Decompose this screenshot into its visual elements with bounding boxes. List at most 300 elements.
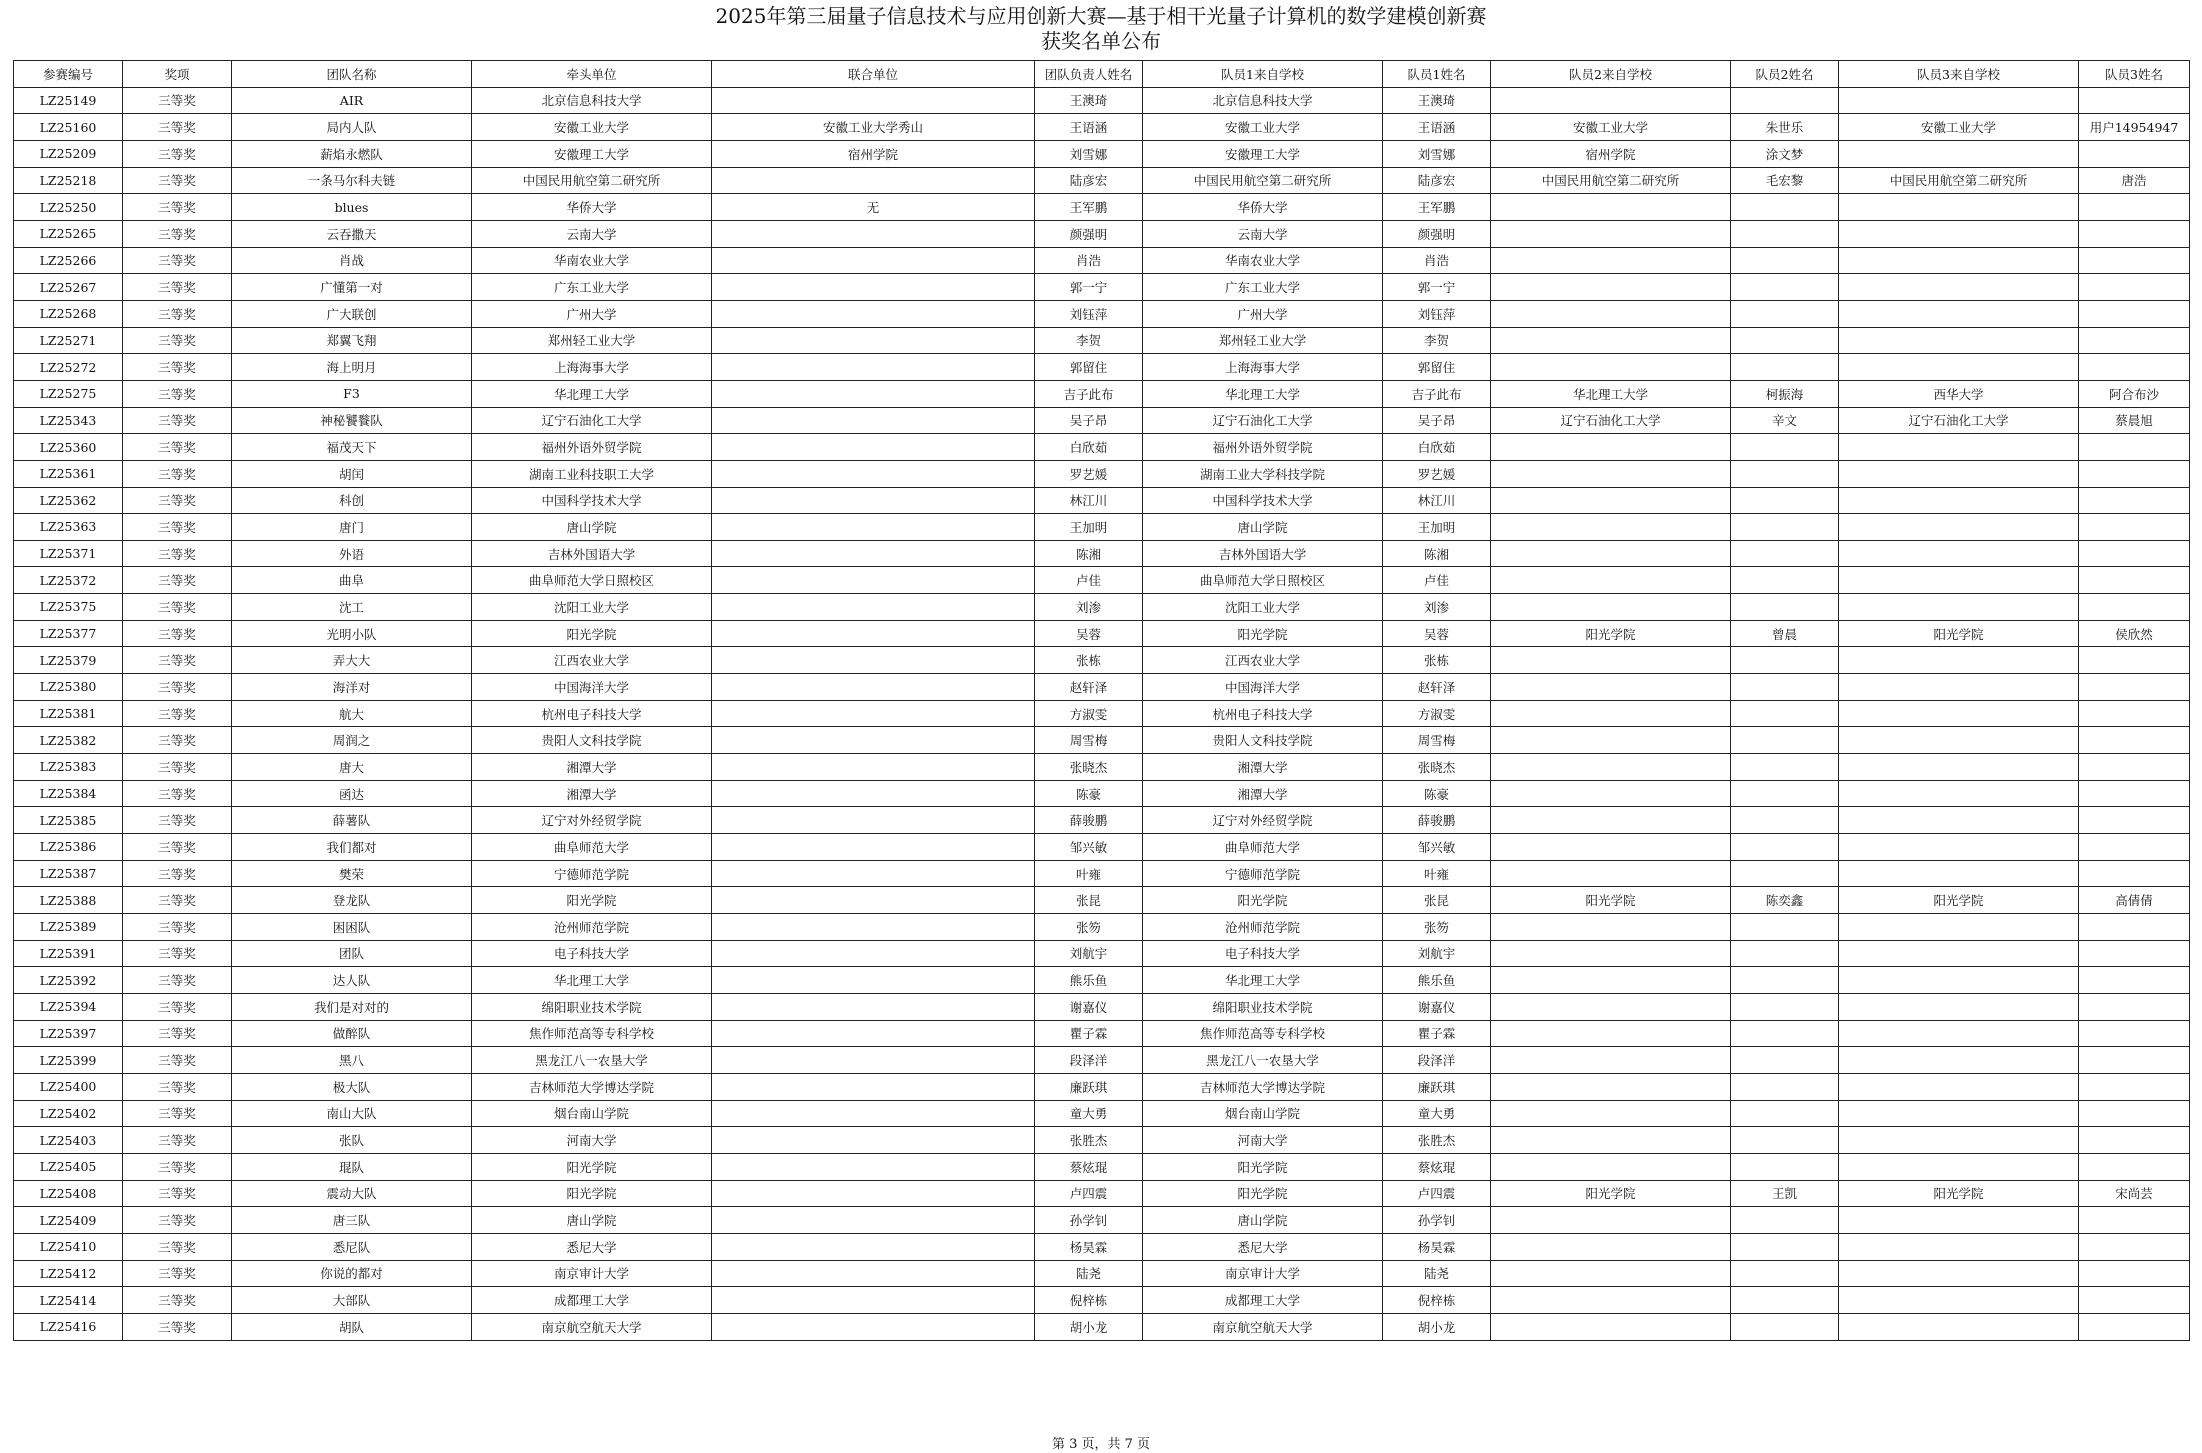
table-cell: 湖南工业科技职工大学 xyxy=(472,460,712,487)
table-cell: 云南大学 xyxy=(472,220,712,247)
table-cell xyxy=(1491,1100,1731,1127)
table-cell: 三等奖 xyxy=(123,87,232,114)
table-cell xyxy=(1491,514,1731,541)
table-cell: 南京审计大学 xyxy=(1143,1260,1383,1287)
table-cell xyxy=(712,1153,1035,1180)
table-cell: 三等奖 xyxy=(123,1100,232,1127)
table-cell xyxy=(712,220,1035,247)
table-cell xyxy=(1839,274,2079,301)
table-cell: LZ25271 xyxy=(14,327,123,354)
table-cell xyxy=(712,87,1035,114)
table-cell: 华南农业大学 xyxy=(472,247,712,274)
table-cell: 张队 xyxy=(232,1127,472,1154)
table-cell xyxy=(712,567,1035,594)
table-cell: 三等奖 xyxy=(123,1020,232,1047)
table-cell xyxy=(1731,1153,1839,1180)
table-cell: 薛薯队 xyxy=(232,807,472,834)
table-cell: LZ25408 xyxy=(14,1180,123,1207)
table-row xyxy=(14,1260,2190,1287)
table-cell xyxy=(2079,967,2190,994)
table-cell xyxy=(2079,940,2190,967)
table-cell: 赵轩泽 xyxy=(1035,674,1143,701)
table-cell: 悉尼大学 xyxy=(1143,1233,1383,1260)
table-cell: 中国科学技术大学 xyxy=(472,487,712,514)
table-cell: 一条马尔科夫链 xyxy=(232,167,472,194)
table-cell xyxy=(2079,1207,2190,1234)
column-header: 团队名称 xyxy=(232,61,472,88)
table-cell xyxy=(2079,540,2190,567)
table-cell: 光明小队 xyxy=(232,620,472,647)
table-cell xyxy=(712,1073,1035,1100)
table-cell: 三等奖 xyxy=(123,1073,232,1100)
table-cell: LZ25377 xyxy=(14,620,123,647)
table-cell: 三等奖 xyxy=(123,727,232,754)
table-cell: LZ25397 xyxy=(14,1020,123,1047)
table-cell: 云南大学 xyxy=(1143,220,1383,247)
table-cell xyxy=(1839,1020,2079,1047)
table-cell xyxy=(1839,1153,2079,1180)
table-row xyxy=(14,87,2190,114)
table-row xyxy=(14,860,2190,887)
table-cell xyxy=(1839,1047,2079,1074)
table-cell: 薛骏鹏 xyxy=(1383,807,1491,834)
table-cell: 三等奖 xyxy=(123,194,232,221)
table-cell: 叶雍 xyxy=(1035,860,1143,887)
column-header: 队员2来自学校 xyxy=(1491,61,1731,88)
column-header: 队员1来自学校 xyxy=(1143,61,1383,88)
table-cell: 辽宁对外经贸学院 xyxy=(472,807,712,834)
table-cell: 罗艺媛 xyxy=(1383,460,1491,487)
table-cell: LZ25412 xyxy=(14,1260,123,1287)
table-cell xyxy=(712,754,1035,781)
table-cell: 焦作师范高等专科学校 xyxy=(472,1020,712,1047)
table-cell xyxy=(2079,594,2190,621)
table-cell xyxy=(712,1260,1035,1287)
table-cell xyxy=(1839,194,2079,221)
table-row xyxy=(14,620,2190,647)
table-cell: 王语涵 xyxy=(1035,114,1143,141)
table-cell: 卢四震 xyxy=(1383,1180,1491,1207)
table-cell: 张胜杰 xyxy=(1383,1127,1491,1154)
table-cell: 辽宁石油化工大学 xyxy=(472,407,712,434)
page-footer: 第 3 页，共 7 页 xyxy=(1051,1437,1151,1452)
table-cell xyxy=(1839,1233,2079,1260)
table-cell: 廉跃琪 xyxy=(1383,1073,1491,1100)
table-cell: 三等奖 xyxy=(123,274,232,301)
table-cell: 三等奖 xyxy=(123,860,232,887)
table-cell: 陆尧 xyxy=(1035,1260,1143,1287)
table-cell: 刘雪娜 xyxy=(1035,140,1143,167)
table-cell: 华北理工大学 xyxy=(472,380,712,407)
table-cell: LZ25403 xyxy=(14,1127,123,1154)
table-cell: 侯欣然 xyxy=(2079,620,2190,647)
table-cell xyxy=(1839,1313,2079,1340)
table-cell: 陆彦宏 xyxy=(1383,167,1491,194)
table-cell: 张晓杰 xyxy=(1383,754,1491,781)
table-cell: 三等奖 xyxy=(123,247,232,274)
table-cell: 陆尧 xyxy=(1383,1260,1491,1287)
table-row xyxy=(14,887,2190,914)
table-cell: 阳光学院 xyxy=(1491,620,1731,647)
table-row xyxy=(14,167,2190,194)
table-cell: 阳光学院 xyxy=(1491,887,1731,914)
table-cell: LZ25384 xyxy=(14,780,123,807)
table-cell: 柯振海 xyxy=(1731,380,1839,407)
table-cell xyxy=(1839,434,2079,461)
table-cell: 绵阳职业技术学院 xyxy=(1143,993,1383,1020)
table-cell xyxy=(2079,87,2190,114)
table-cell xyxy=(1491,1260,1731,1287)
table-cell: 三等奖 xyxy=(123,1260,232,1287)
table-cell xyxy=(712,274,1035,301)
table-cell xyxy=(1731,354,1839,381)
table-cell: 吉林外国语大学 xyxy=(472,540,712,567)
table-cell xyxy=(2079,514,2190,541)
table-cell: 阳光学院 xyxy=(472,1153,712,1180)
table-cell: 唐山学院 xyxy=(472,1207,712,1234)
table-cell xyxy=(1839,1100,2079,1127)
table-cell xyxy=(712,700,1035,727)
table-row xyxy=(14,247,2190,274)
table-cell: 安徽工业大学 xyxy=(1839,114,2079,141)
table-cell: LZ25250 xyxy=(14,194,123,221)
table-cell xyxy=(1839,780,2079,807)
table-cell: 唐山学院 xyxy=(472,514,712,541)
table-cell: LZ25343 xyxy=(14,407,123,434)
table-row xyxy=(14,140,2190,167)
table-cell: 张昆 xyxy=(1383,887,1491,914)
table-cell xyxy=(2079,1127,2190,1154)
table-cell: LZ25386 xyxy=(14,834,123,861)
table-row xyxy=(14,1287,2190,1314)
table-row xyxy=(14,780,2190,807)
table-cell xyxy=(1491,354,1731,381)
table-row xyxy=(14,914,2190,941)
table-cell xyxy=(712,300,1035,327)
table-body xyxy=(14,87,2190,1340)
table-cell xyxy=(1731,1073,1839,1100)
table-cell: 张晓杰 xyxy=(1035,754,1143,781)
table-cell: 曲阜师范大学 xyxy=(1143,834,1383,861)
table-cell xyxy=(2079,1047,2190,1074)
table-cell xyxy=(1491,1020,1731,1047)
table-cell: 唐山学院 xyxy=(1143,1207,1383,1234)
table-row xyxy=(14,1153,2190,1180)
table-row xyxy=(14,460,2190,487)
table-cell xyxy=(1731,540,1839,567)
table-cell: 毛宏黎 xyxy=(1731,167,1839,194)
table-row xyxy=(14,1073,2190,1100)
table-cell xyxy=(1731,914,1839,941)
table-cell xyxy=(712,327,1035,354)
table-cell: 曲阜师范大学日照校区 xyxy=(1143,567,1383,594)
table-cell: 河南大学 xyxy=(472,1127,712,1154)
table-cell xyxy=(1491,860,1731,887)
table-cell: 李贺 xyxy=(1383,327,1491,354)
table-cell xyxy=(2079,300,2190,327)
table-cell xyxy=(1491,700,1731,727)
table-row xyxy=(14,274,2190,301)
table-cell xyxy=(1839,1073,2079,1100)
table-cell xyxy=(1491,220,1731,247)
table-cell xyxy=(1731,727,1839,754)
table-cell xyxy=(712,780,1035,807)
table-cell xyxy=(1731,780,1839,807)
table-cell: 局内人队 xyxy=(232,114,472,141)
table-cell xyxy=(1839,567,2079,594)
table-cell: 南京航空航天大学 xyxy=(1143,1313,1383,1340)
table-cell: 王澳琦 xyxy=(1383,87,1491,114)
table-cell: 周雪梅 xyxy=(1035,727,1143,754)
table-cell xyxy=(712,514,1035,541)
table-cell: 宁德师范学院 xyxy=(472,860,712,887)
table-cell: 三等奖 xyxy=(123,620,232,647)
table-cell xyxy=(2079,1073,2190,1100)
table-cell: 王澳琦 xyxy=(1035,87,1143,114)
table-cell: LZ25409 xyxy=(14,1207,123,1234)
table-cell: 肖战 xyxy=(232,247,472,274)
column-header: 队员3来自学校 xyxy=(1839,61,2079,88)
table-cell: 罗艺媛 xyxy=(1035,460,1143,487)
table-cell: 阳光学院 xyxy=(1143,887,1383,914)
table-cell: 郭留住 xyxy=(1035,354,1143,381)
table-cell: 倪梓栋 xyxy=(1035,1287,1143,1314)
table-cell xyxy=(1491,247,1731,274)
header-row xyxy=(14,61,2190,88)
table-cell xyxy=(1731,1287,1839,1314)
table-cell: 安徽理工大学 xyxy=(472,140,712,167)
table-cell xyxy=(2079,914,2190,941)
table-cell: 陈湘 xyxy=(1035,540,1143,567)
table-cell: 宋尚芸 xyxy=(2079,1180,2190,1207)
table-cell: LZ25410 xyxy=(14,1233,123,1260)
table-cell: LZ25209 xyxy=(14,140,123,167)
table-cell xyxy=(1839,514,2079,541)
table-cell xyxy=(2079,1287,2190,1314)
table-cell: 颜强明 xyxy=(1383,220,1491,247)
table-cell: 卢四震 xyxy=(1035,1180,1143,1207)
table-cell: 广东工业大学 xyxy=(472,274,712,301)
table-cell: LZ25383 xyxy=(14,754,123,781)
table-row xyxy=(14,594,2190,621)
table-cell: 吉子此布 xyxy=(1035,380,1143,407)
table-cell: 胡队 xyxy=(232,1313,472,1340)
table-row xyxy=(14,700,2190,727)
table-cell xyxy=(2079,1153,2190,1180)
table-cell xyxy=(712,1233,1035,1260)
table-cell xyxy=(712,380,1035,407)
table-cell: 吉林师范大学博达学院 xyxy=(1143,1073,1383,1100)
table-cell xyxy=(1731,434,1839,461)
table-cell xyxy=(1491,1073,1731,1100)
table-cell xyxy=(2079,700,2190,727)
table-cell: 三等奖 xyxy=(123,380,232,407)
table-cell xyxy=(1731,754,1839,781)
table-cell xyxy=(2079,727,2190,754)
table-cell xyxy=(1839,300,2079,327)
table-row xyxy=(14,1207,2190,1234)
table-cell: 辽宁石油化工大学 xyxy=(1839,407,2079,434)
table-cell: 悉尼大学 xyxy=(472,1233,712,1260)
table-cell: 郭留住 xyxy=(1383,354,1491,381)
table-cell xyxy=(2079,487,2190,514)
table-cell: 阳光学院 xyxy=(1839,620,2079,647)
table-cell: 郑州轻工业大学 xyxy=(472,327,712,354)
table-cell: 北京信息科技大学 xyxy=(1143,87,1383,114)
table-cell: 邹兴敏 xyxy=(1383,834,1491,861)
table-cell: 唐浩 xyxy=(2079,167,2190,194)
table-cell xyxy=(1491,1047,1731,1074)
table-cell xyxy=(1839,674,2079,701)
table-cell: LZ25265 xyxy=(14,220,123,247)
table-cell: 唐三队 xyxy=(232,1207,472,1234)
table-cell: 童大勇 xyxy=(1035,1100,1143,1127)
title-line-2: 获奖名单公布 xyxy=(1041,29,1161,53)
table-cell xyxy=(1491,300,1731,327)
table-cell: 弄大大 xyxy=(232,647,472,674)
table-cell xyxy=(712,647,1035,674)
table-cell: 电子科技大学 xyxy=(472,940,712,967)
table-cell: 三等奖 xyxy=(123,1153,232,1180)
table-cell xyxy=(2079,1233,2190,1260)
table-cell: 困困队 xyxy=(232,914,472,941)
table-cell: 用户14954947 xyxy=(2079,114,2190,141)
table-row xyxy=(14,194,2190,221)
table-row xyxy=(14,727,2190,754)
table-cell: 肖浩 xyxy=(1035,247,1143,274)
table-cell: 北京信息科技大学 xyxy=(472,87,712,114)
table-cell xyxy=(712,674,1035,701)
table-cell: 辛文 xyxy=(1731,407,1839,434)
table-cell: 电子科技大学 xyxy=(1143,940,1383,967)
table-cell: 三等奖 xyxy=(123,1287,232,1314)
table-cell: 中国海洋大学 xyxy=(472,674,712,701)
table-cell: 三等奖 xyxy=(123,140,232,167)
column-header: 联合单位 xyxy=(712,61,1035,88)
table-cell xyxy=(712,1287,1035,1314)
table-cell: 王加明 xyxy=(1035,514,1143,541)
table-row xyxy=(14,487,2190,514)
table-cell: 福州外语外贸学院 xyxy=(472,434,712,461)
table-row xyxy=(14,940,2190,967)
table-cell: 杨昊霖 xyxy=(1383,1233,1491,1260)
table-row xyxy=(14,754,2190,781)
table-cell xyxy=(2079,674,2190,701)
table-cell: 三等奖 xyxy=(123,780,232,807)
table-cell xyxy=(1491,1127,1731,1154)
table-cell xyxy=(712,434,1035,461)
table-cell xyxy=(712,887,1035,914)
table-row xyxy=(14,514,2190,541)
table-cell: 唐门 xyxy=(232,514,472,541)
table-cell xyxy=(712,487,1035,514)
table-cell: 外语 xyxy=(232,540,472,567)
table-cell xyxy=(712,1127,1035,1154)
table-cell: 三等奖 xyxy=(123,674,232,701)
table-cell xyxy=(2079,1100,2190,1127)
table-cell: 贵阳人文科技学院 xyxy=(472,727,712,754)
table-cell: 吴蓉 xyxy=(1383,620,1491,647)
table-cell: 邹兴敏 xyxy=(1035,834,1143,861)
table-cell xyxy=(2079,327,2190,354)
table-cell: 郑翼飞翔 xyxy=(232,327,472,354)
table-cell xyxy=(1491,327,1731,354)
table-cell xyxy=(1839,940,2079,967)
table-cell: LZ25385 xyxy=(14,807,123,834)
table-cell xyxy=(1491,434,1731,461)
table-cell xyxy=(1731,993,1839,1020)
table-cell: 安徽工业大学 xyxy=(1143,114,1383,141)
table-cell: LZ25361 xyxy=(14,460,123,487)
table-cell: 熊乐鱼 xyxy=(1383,967,1491,994)
table-cell xyxy=(712,914,1035,941)
table-cell: 烟台南山学院 xyxy=(1143,1100,1383,1127)
table-cell xyxy=(1491,594,1731,621)
column-header: 队员1姓名 xyxy=(1383,61,1491,88)
table-cell: 悉尼队 xyxy=(232,1233,472,1260)
table-cell xyxy=(2079,567,2190,594)
table-cell xyxy=(1731,274,1839,301)
table-cell xyxy=(1839,727,2079,754)
table-cell: 贵阳人文科技学院 xyxy=(1143,727,1383,754)
table-cell xyxy=(1731,967,1839,994)
table-cell: 三等奖 xyxy=(123,754,232,781)
table-cell: 海上明月 xyxy=(232,354,472,381)
table-cell: 阳光学院 xyxy=(1143,620,1383,647)
table-row xyxy=(14,1233,2190,1260)
table-cell: 肖浩 xyxy=(1383,247,1491,274)
table-cell: 宿州学院 xyxy=(712,140,1035,167)
table-cell: 华南农业大学 xyxy=(1143,247,1383,274)
table-cell xyxy=(1839,87,2079,114)
table-cell: 杨昊霖 xyxy=(1035,1233,1143,1260)
table-cell xyxy=(712,1180,1035,1207)
table-cell xyxy=(1731,1233,1839,1260)
table-cell: LZ25400 xyxy=(14,1073,123,1100)
table-cell: LZ25375 xyxy=(14,594,123,621)
table-cell xyxy=(1731,1127,1839,1154)
table-cell xyxy=(1731,647,1839,674)
table-cell xyxy=(1839,460,2079,487)
table-cell xyxy=(2079,780,2190,807)
table-row xyxy=(14,1180,2190,1207)
table-cell: 三等奖 xyxy=(123,1233,232,1260)
table-cell: 沧州师范学院 xyxy=(472,914,712,941)
table-cell xyxy=(1491,834,1731,861)
table-cell: F3 xyxy=(232,380,472,407)
table-cell xyxy=(2079,1313,2190,1340)
table-cell: LZ25363 xyxy=(14,514,123,541)
table-cell xyxy=(1839,914,2079,941)
table-cell xyxy=(1491,727,1731,754)
table-cell: 辽宁对外经贸学院 xyxy=(1143,807,1383,834)
table-cell: 涂文梦 xyxy=(1731,140,1839,167)
table-cell: 薛骏鹏 xyxy=(1035,807,1143,834)
table-cell xyxy=(1491,487,1731,514)
table-cell: LZ25275 xyxy=(14,380,123,407)
table-cell: 三等奖 xyxy=(123,967,232,994)
table-cell: 成都理工大学 xyxy=(472,1287,712,1314)
table-cell xyxy=(1839,247,2079,274)
table-cell: 阳光学院 xyxy=(1839,887,2079,914)
table-cell xyxy=(1731,1313,1839,1340)
table-cell: 三等奖 xyxy=(123,327,232,354)
table-cell xyxy=(1491,914,1731,941)
table-row xyxy=(14,1100,2190,1127)
table-cell: 蔡晨旭 xyxy=(2079,407,2190,434)
table-cell: LZ25149 xyxy=(14,87,123,114)
column-header: 团队负责人姓名 xyxy=(1035,61,1143,88)
